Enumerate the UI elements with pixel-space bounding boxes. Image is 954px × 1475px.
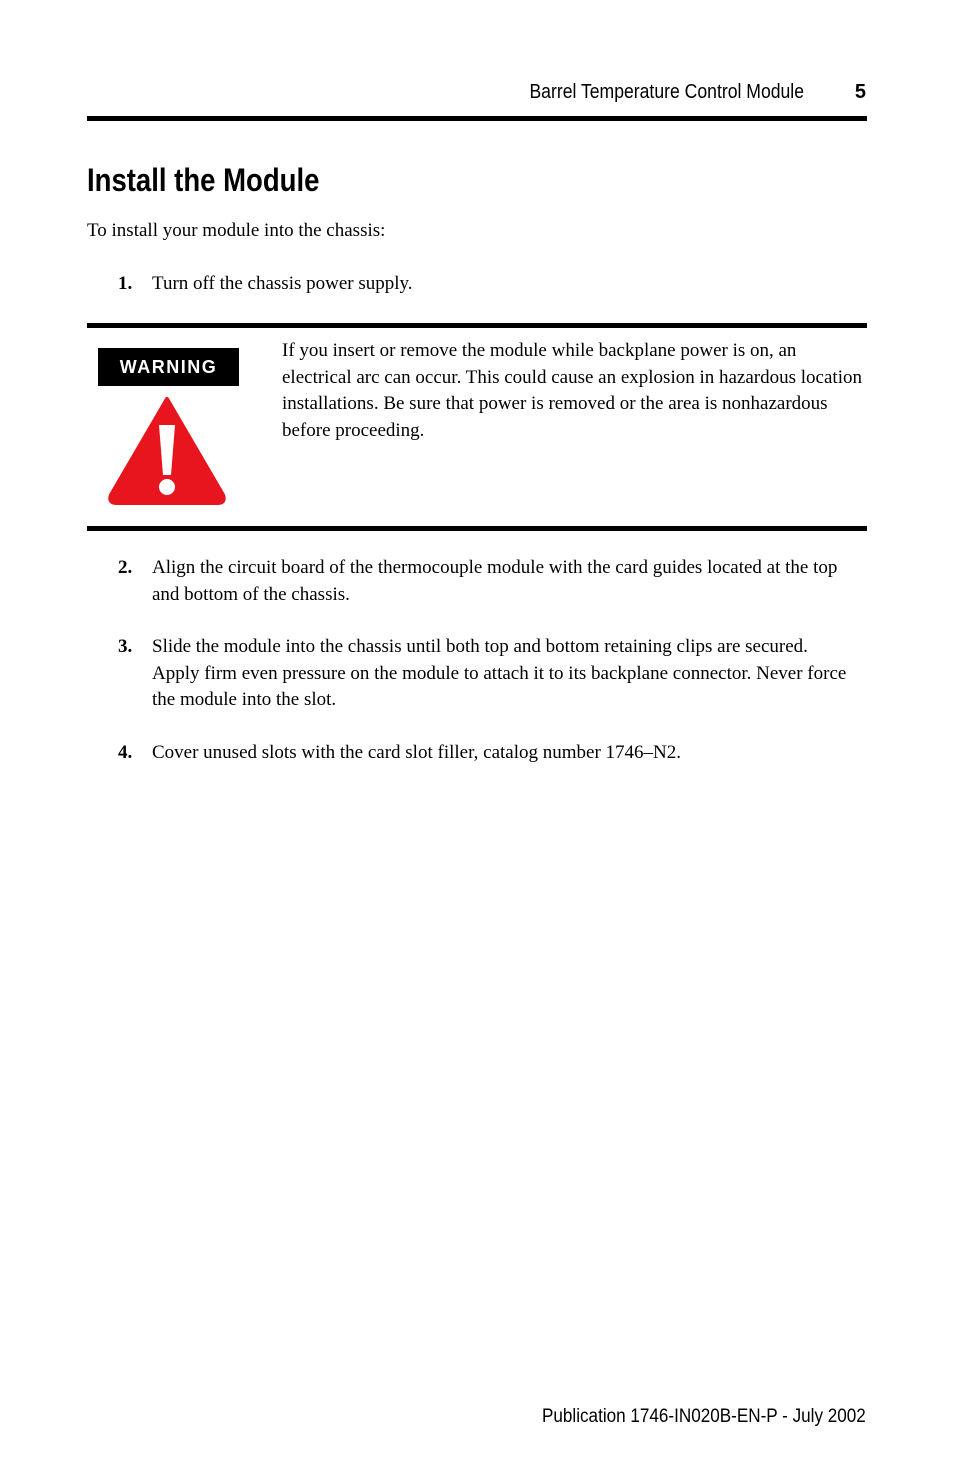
header-rule [87, 116, 867, 121]
step-text: Align the circuit board of the thermocouple module with the card guides located at the top and bottom of the chassis. [152, 557, 838, 605]
step-number: 3. [118, 636, 133, 657]
warning-text: If you insert or remove the module while backplane power is on, an electrical arc can occur. This could cause an explosion in hazardous location installations. Be sure that power is removed or the area is nonhazardous before proceeding. [282, 340, 862, 441]
step-2 [118, 555, 858, 608]
publication-footer: Publication 1746-IN020B-EN-P - July 2002 [542, 1406, 866, 1427]
step-text: Slide the module into the chassis until both top and bottom retaining clips are secured. Apply firm even pressure on the module to attach it to its backplane connector. Never force the module into the slot. [152, 636, 847, 710]
warning-top-rule [87, 323, 867, 328]
section-title: Install the Module [87, 162, 320, 198]
exclamation-triangle-icon [107, 395, 227, 505]
step-1 [118, 271, 858, 298]
step-number: 2. [118, 557, 133, 578]
page-number: 5 [854, 81, 866, 103]
step-number: 1. [118, 273, 133, 294]
step-text: Cover unused slots with the card slot filler, catalog number 1746–N2. [152, 742, 682, 763]
step-number: 4. [118, 742, 133, 763]
warning-label: WARNING [98, 348, 239, 386]
intro-text: To install your module into the chassis: [87, 220, 386, 241]
step-3 [118, 634, 858, 714]
step-text: Turn off the chassis power supply. [152, 273, 413, 294]
header-title: Barrel Temperature Control Module [529, 81, 804, 103]
warning-bottom-rule [87, 526, 867, 531]
step-4 [118, 740, 858, 767]
